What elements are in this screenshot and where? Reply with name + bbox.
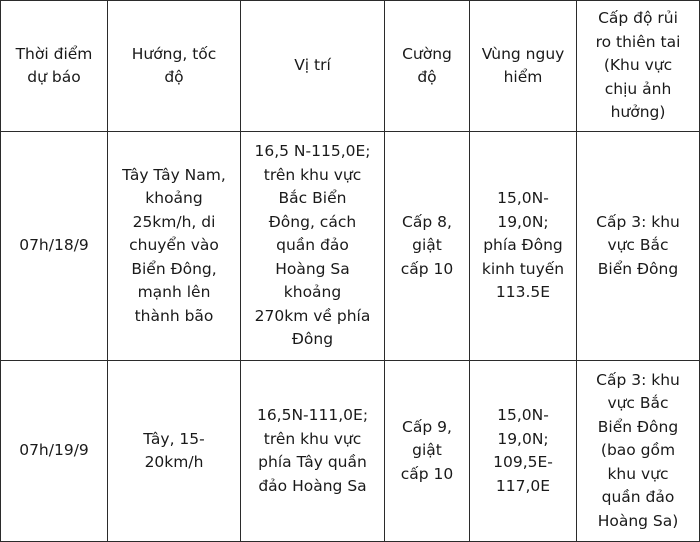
- cell-forecast-time: 07h/19/9: [1, 361, 108, 542]
- header-risk-level: Cấp độ rủi ro thiên tai (Khu vực chịu ảnh hưởng): [577, 1, 700, 132]
- table-row: [1, 132, 700, 361]
- header-direction-speed: Hướng, tốc độ: [108, 1, 241, 132]
- cell-risk-level: Cấp 3: khu vực Bắc Biển Đông: [577, 132, 700, 361]
- cell-forecast-time: 07h/18/9: [1, 132, 108, 361]
- cell-danger-zone: 15,0N- 19,0N; 109,5E- 117,0E: [470, 361, 577, 542]
- table-row: [1, 361, 700, 542]
- header-forecast-time: Thời điểm dự báo: [1, 1, 108, 132]
- cell-direction-speed: Tây, 15- 20km/h: [108, 361, 241, 542]
- cell-direction-speed: Tây Tây Nam, khoảng 25km/h, di chuyển vào Biển Đông, mạnh lên thành bão: [108, 132, 241, 361]
- cell-intensity: Cấp 9, giật cấp 10: [385, 361, 470, 542]
- header-danger-zone: Vùng nguy hiểm: [470, 1, 577, 132]
- cell-risk-level: Cấp 3: khu vực Bắc Biển Đông (bao gồm khu vực quần đảo Hoàng Sa): [577, 361, 700, 542]
- cell-position: 16,5N-111,0E; trên khu vực phía Tây quần đảo Hoàng Sa: [241, 361, 385, 542]
- header-intensity: Cường độ: [385, 1, 470, 132]
- table-header-row: [1, 1, 700, 132]
- cell-danger-zone: 15,0N- 19,0N; phía Đông kinh tuyến 113.5E: [470, 132, 577, 361]
- cell-position: 16,5 N-115,0E; trên khu vực Bắc Biển Đông, cách quần đảo Hoàng Sa khoảng 270km về phía Đông: [241, 132, 385, 361]
- header-position: Vị trí: [241, 1, 385, 132]
- cell-intensity: Cấp 8, giật cấp 10: [385, 132, 470, 361]
